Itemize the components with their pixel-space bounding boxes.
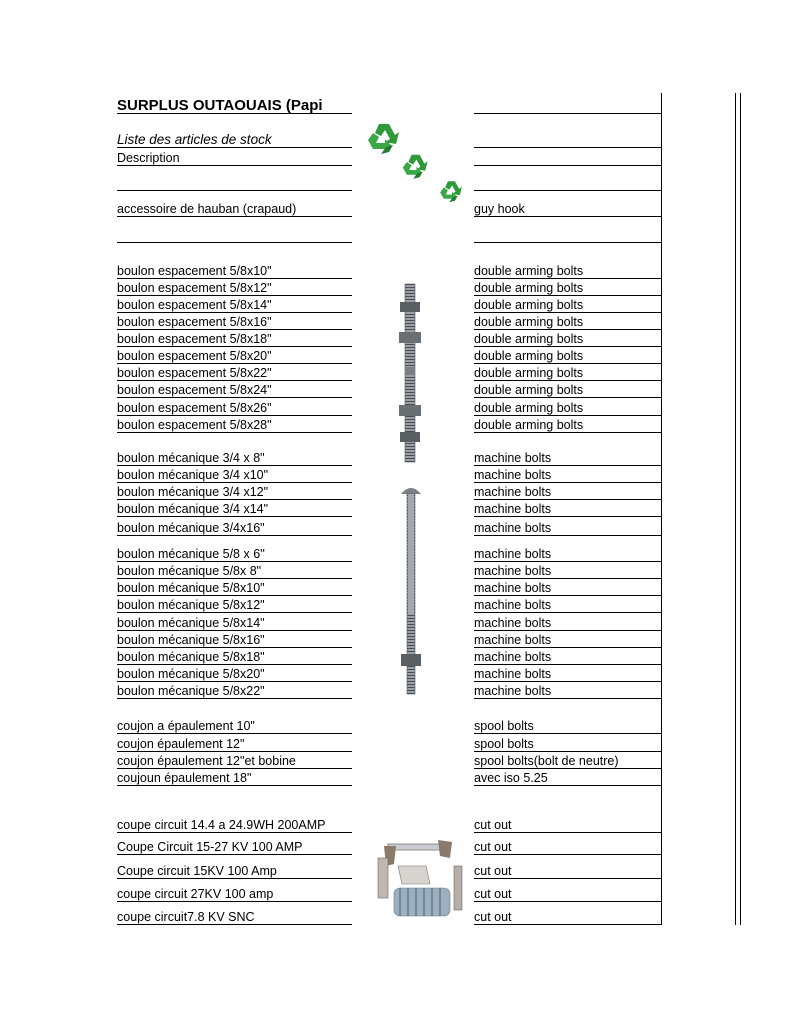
item-description-en: double arming bolts: [474, 315, 584, 329]
column-divider: [735, 93, 736, 925]
item-description-fr: boulon mécanique 5/8x20": [117, 667, 265, 681]
right-underline: [474, 165, 661, 166]
item-description-fr: boulon mécanique 3/4 x14": [117, 502, 269, 516]
row-underline: [474, 499, 661, 500]
row-underline: [117, 733, 352, 734]
item-description-fr: boulon mécanique 3/4 x10": [117, 468, 269, 482]
item-description-en: spool bolts(bolt de neutre): [474, 754, 619, 768]
row-underline: [117, 397, 352, 398]
item-description-fr: boulon espacement 5/8x22": [117, 366, 272, 380]
row-underline: [474, 216, 661, 217]
item-description-en: machine bolts: [474, 468, 552, 482]
item-description-fr: coujon a épaulement 10": [117, 719, 255, 733]
row-underline: [474, 329, 661, 330]
item-description-fr: boulon espacement 5/8x18": [117, 332, 272, 346]
row-underline: [117, 612, 352, 613]
item-description-fr: coupe circuit7.8 KV SNC: [117, 910, 255, 924]
row-underline: [117, 363, 352, 364]
row-underline: [474, 832, 661, 833]
column-label-underline: [117, 165, 352, 166]
row-underline: [117, 595, 352, 596]
item-description-fr: coupe circuit 27KV 100 amp: [117, 887, 274, 901]
item-description-en: machine bolts: [474, 451, 552, 465]
row-underline: [117, 681, 352, 682]
item-description-fr: boulon espacement 5/8x26": [117, 401, 272, 415]
item-description-en: machine bolts: [474, 684, 552, 698]
row-underline: [117, 698, 352, 699]
right-underline: [474, 147, 661, 148]
row-underline: [117, 499, 352, 500]
row-underline: [117, 432, 352, 433]
item-description-en: double arming bolts: [474, 401, 584, 415]
item-description-en: double arming bolts: [474, 332, 584, 346]
item-description-en: cut out: [474, 887, 512, 901]
row-underline: [117, 482, 352, 483]
row-underline: [474, 432, 661, 433]
row-underline: [117, 924, 352, 925]
row-underline: [474, 854, 661, 855]
item-description-en: machine bolts: [474, 485, 552, 499]
machine-bolt-image: [398, 484, 424, 698]
row-underline: [474, 698, 661, 699]
item-description-en: double arming bolts: [474, 418, 584, 432]
row-underline: [117, 854, 352, 855]
item-description-en: machine bolts: [474, 564, 552, 578]
row-underline: [117, 832, 352, 833]
row-underline: [474, 595, 661, 596]
row-underline: [474, 878, 661, 879]
item-description-fr: boulon mécanique 3/4 x 8": [117, 451, 265, 465]
blank-row-underline: [117, 190, 352, 191]
item-description-en: avec iso 5.25: [474, 771, 548, 785]
row-underline: [117, 329, 352, 330]
item-description-fr: coupe circuit 14.4 a 24.9WH 200AMP: [117, 818, 326, 832]
row-underline: [474, 681, 661, 682]
row-underline: [117, 630, 352, 631]
row-underline: [474, 647, 661, 648]
item-description-en: machine bolts: [474, 667, 552, 681]
item-description-en: double arming bolts: [474, 298, 584, 312]
right-underline: [474, 113, 661, 114]
item-description-fr: Coupe circuit 15KV 100 Amp: [117, 864, 277, 878]
item-description-fr: boulon espacement 5/8x28": [117, 418, 272, 432]
page-title: SURPLUS OUTAOUAIS (Papi: [117, 97, 323, 114]
recycle-icon: [440, 181, 462, 202]
row-underline: [474, 578, 661, 579]
row-underline: [117, 216, 352, 217]
double-arming-bolt-image: [395, 282, 425, 464]
recycle-icon-group: [362, 118, 474, 210]
item-description-fr: boulon espacement 5/8x12": [117, 281, 272, 295]
row-underline: [117, 751, 352, 752]
row-underline: [117, 768, 352, 769]
item-description-fr: boulon mécanique 5/8x16": [117, 633, 265, 647]
row-underline: [117, 901, 352, 902]
item-description-en: double arming bolts: [474, 264, 584, 278]
row-underline: [117, 561, 352, 562]
item-description-fr: coujon épaulement 12": [117, 737, 245, 751]
row-underline: [117, 465, 352, 466]
row-underline: [474, 561, 661, 562]
row-underline: [117, 415, 352, 416]
item-description-fr: boulon espacement 5/8x10": [117, 264, 272, 278]
item-description-fr: boulon espacement 5/8x14": [117, 298, 272, 312]
item-description-en: cut out: [474, 910, 512, 924]
column-divider: [740, 93, 741, 925]
recycle-icon: [368, 124, 399, 154]
item-description-fr: boulon mécanique 5/8x14": [117, 616, 265, 630]
item-description-fr: accessoire de hauban (crapaud): [117, 202, 297, 216]
item-description-en: spool bolts: [474, 737, 534, 751]
row-underline: [474, 346, 661, 347]
row-underline: [117, 380, 352, 381]
row-underline: [474, 664, 661, 665]
row-underline: [474, 415, 661, 416]
item-description-fr: boulon mécanique 3/4 x12": [117, 485, 269, 499]
row-underline: [474, 295, 661, 296]
item-description-fr: boulon mécanique 5/8x18": [117, 650, 265, 664]
item-description-en: cut out: [474, 864, 512, 878]
title-underline: [117, 113, 352, 114]
item-description-en: machine bolts: [474, 502, 552, 516]
row-underline: [474, 482, 661, 483]
row-underline: [474, 630, 661, 631]
row-underline: [474, 785, 661, 786]
item-description-en: machine bolts: [474, 650, 552, 664]
item-description-en: cut out: [474, 840, 512, 854]
row-underline: [474, 363, 661, 364]
row-underline: [117, 578, 352, 579]
item-description-en: double arming bolts: [474, 383, 584, 397]
blank-row-underline: [117, 242, 352, 243]
item-description-fr: boulon mécanique 3/4x16": [117, 521, 265, 535]
item-description-en: machine bolts: [474, 547, 552, 561]
row-underline: [117, 346, 352, 347]
item-description-en: machine bolts: [474, 598, 552, 612]
item-description-fr: boulon mécanique 5/8 x 6'': [117, 547, 265, 561]
item-description-fr: Coupe Circuit 15-27 KV 100 AMP: [117, 840, 303, 854]
subtitle-underline: [117, 147, 352, 148]
row-underline: [117, 312, 352, 313]
item-description-en: machine bolts: [474, 521, 552, 535]
row-underline: [474, 380, 661, 381]
row-underline: [474, 733, 661, 734]
blank-row-underline: [474, 190, 661, 191]
item-description-fr: boulon mécanique 5/8x10": [117, 581, 265, 595]
row-underline: [117, 535, 352, 536]
row-underline: [117, 295, 352, 296]
item-description-en: guy hook: [474, 202, 525, 216]
row-underline: [474, 516, 661, 517]
row-underline: [474, 278, 661, 279]
row-underline: [474, 312, 661, 313]
item-description-en: machine bolts: [474, 581, 552, 595]
row-underline: [474, 751, 661, 752]
row-underline: [474, 535, 661, 536]
row-underline: [474, 768, 661, 769]
item-description-fr: boulon mécanique 5/8x 8": [117, 564, 262, 578]
item-description-en: machine bolts: [474, 633, 552, 647]
row-underline: [117, 785, 352, 786]
row-underline: [474, 901, 661, 902]
cut-out-image: [368, 836, 470, 928]
item-description-en: cut out: [474, 818, 512, 832]
item-description-fr: boulon espacement 5/8x20": [117, 349, 272, 363]
row-underline: [474, 924, 661, 925]
row-underline: [117, 664, 352, 665]
item-description-fr: boulon espacement 5/8x24": [117, 383, 272, 397]
item-description-en: machine bolts: [474, 616, 552, 630]
row-underline: [474, 397, 661, 398]
item-description-fr: coujon épaulement 12"et bobine: [117, 754, 296, 768]
page-subtitle: Liste des articles de stock: [117, 132, 272, 147]
column-label: Description: [117, 151, 180, 165]
row-underline: [117, 516, 352, 517]
row-underline: [117, 878, 352, 879]
row-underline: [474, 465, 661, 466]
item-description-en: double arming bolts: [474, 349, 584, 363]
item-description-en: double arming bolts: [474, 366, 584, 380]
row-underline: [474, 612, 661, 613]
recycle-icon: [403, 155, 428, 179]
blank-row-underline: [474, 242, 661, 243]
item-description-fr: boulon mécanique 5/8x22": [117, 684, 265, 698]
row-underline: [117, 647, 352, 648]
row-underline: [117, 278, 352, 279]
column-divider: [661, 93, 662, 925]
item-description-en: spool bolts: [474, 719, 534, 733]
item-description-fr: coujoun épaulement 18": [117, 771, 252, 785]
item-description-en: double arming bolts: [474, 281, 584, 295]
item-description-fr: boulon espacement 5/8x16": [117, 315, 272, 329]
item-description-fr: boulon mécanique 5/8x12": [117, 598, 265, 612]
